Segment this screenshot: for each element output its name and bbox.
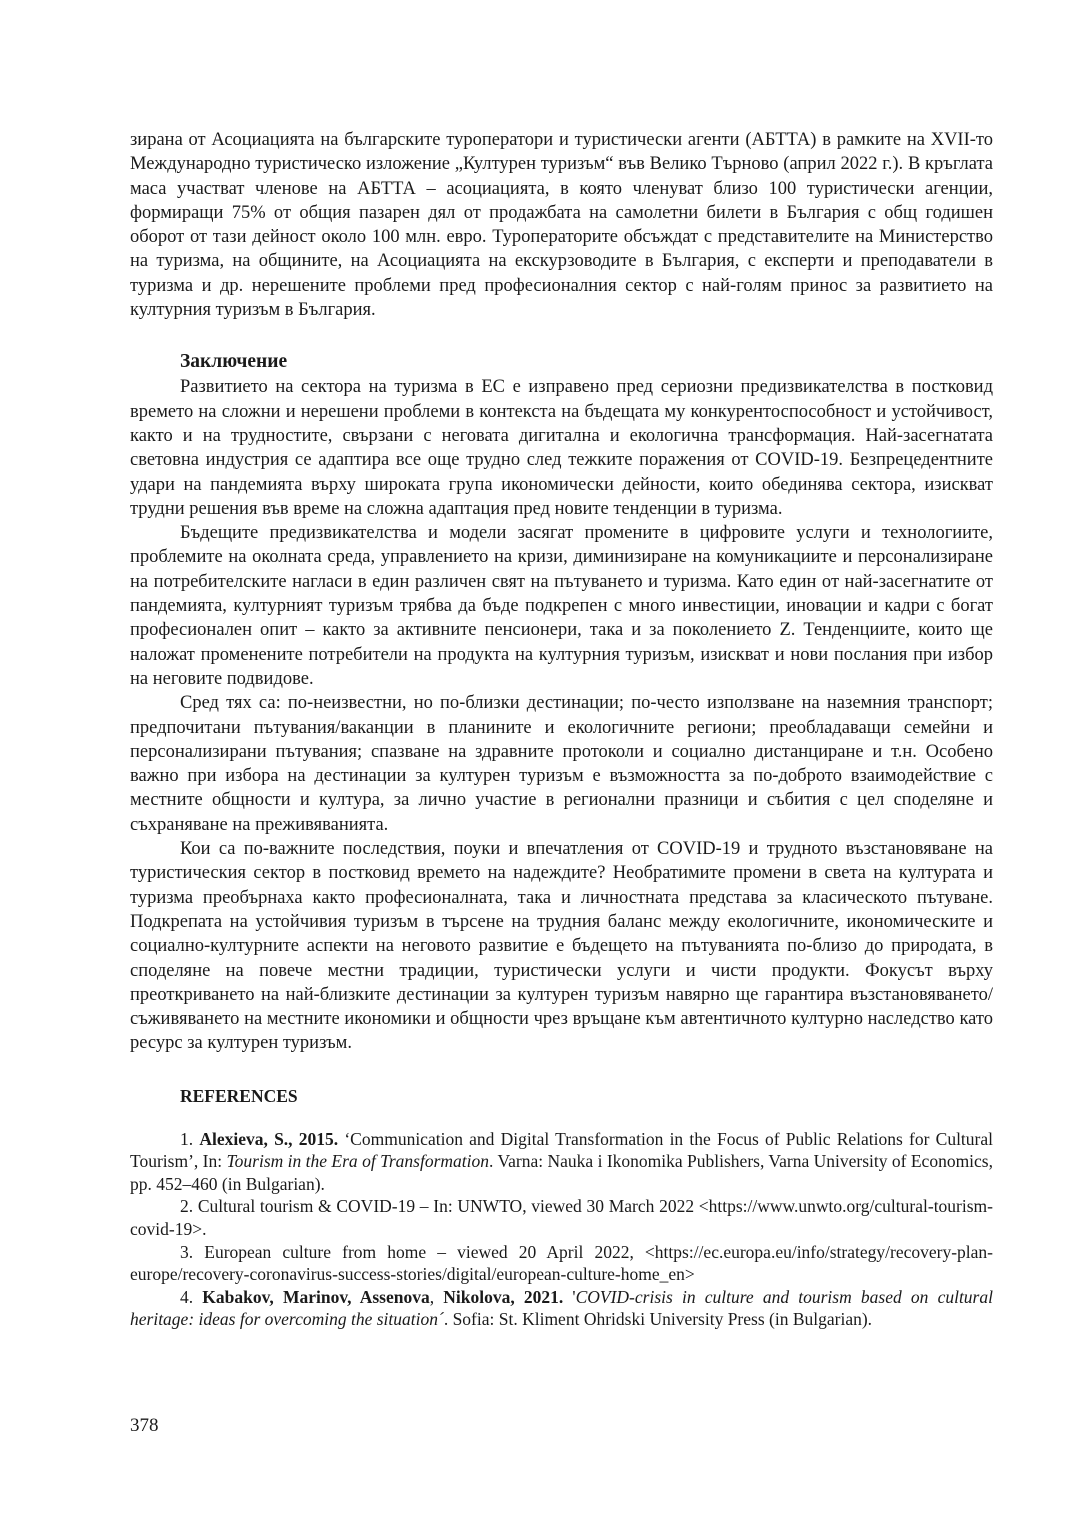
reference-number: 4.	[180, 1286, 194, 1307]
reference-item-2	[130, 1195, 993, 1240]
reference-text: '	[563, 1286, 576, 1307]
references-heading: REFERENCES	[180, 1085, 298, 1106]
conclusion-paragraph-1: Развитието на сектора на туризма в ЕС е изправено пред сериозни предизвикателства в постковид времето на сложни и нерешени проблеми в контекста на бъдещата му конкурентоспособност и устойчивост, както и на трудностите, свързани с неговата дигитална и екологична трансформация. Най-засегнатата световна индустрия се адаптира все още трудно след тежките поражения от COVID-19. Безпрецедентните удари на пандемията върху широката група икономически дейности, които обединява сектора, изискват трудни решения във време на сложна адаптация пред новите тенденции в туризма.	[130, 377, 993, 519]
reference-text: Cultural tourism & COVID-19 – In: UNWTO, viewed 30 March 2022 <https://www.unwto.org/cultural-tourism-covid-19>.	[130, 1196, 993, 1240]
reference-number: 2.	[180, 1196, 194, 1217]
conclusion-paragraph-4: Кои са по-важните последствия, поуки и впечатления от COVID-19 и трудното възстановяване на туристическия сектор в постковид времето на надеждите? Необратимите промени в света на културата и туризма преобърнаха както професионалната, така и личностната представа за класическото пътуване. Подкрепата на устойчивия туризъм в търсене на трудния баланс между екологичните, икономическите и социално-културните аспекти на неговото развитие е бъдещето на пътуванията по-близо до природата, в споделяне на повече местни традиции, туристически услуги и чисти продукти. Фокусът върху преоткриването на най-близките дестинации за културен туризъм навярно ще гарантира възстановяването/съживяването на местните икономики и общности чрез връщане към автентичното културно наследство като ресурс за културен туризъм.	[130, 839, 993, 1054]
reference-authors: Alexieva, S., 2015.	[199, 1128, 339, 1149]
reference-authors: Kabakov, Marinov, Assenova	[202, 1286, 430, 1307]
reference-item-1	[130, 1128, 993, 1196]
references-list	[130, 1128, 993, 1331]
conclusion-paragraph-3: Сред тях са: по-неизвестни, но по-близки дестинации; по-често използване на наземния транспорт; предпочитани пътувания/ваканции в планините и екологичните региони; преобладаващи семейни и персонализирани пътувания; спазване на здравните протоколи и социално дистанциране и т.н. Особено важно при избора на дестинации за културен туризъм е възможността за по-доброто взаимодействие с местните общности и култура, за лично участие в регионални празници и събития с цел споделяне и съхраняване на преживяванията.	[130, 693, 993, 835]
reference-text: European culture from home – viewed 20 April 2022, <https://ec.europa.eu/info/strategy/recovery-plan-europe/recovery-coronavirus-success-stories/digital/european-culture-home_en>	[130, 1241, 994, 1285]
reference-number: 1.	[180, 1128, 194, 1149]
reference-item-4	[130, 1286, 993, 1331]
reference-item-3	[130, 1241, 993, 1286]
reference-text: . Varna: Nauka i Ikonomika Publishers, Varna University of Economics, pp. 452–460 (in Bulgarian).	[130, 1151, 993, 1194]
reference-text: ‘Communication and Digital Transformation in the Focus of Public Relations for Cultural Tourism’, In:	[130, 1128, 993, 1172]
reference-authors: Nikolova, 2021.	[443, 1286, 564, 1307]
reference-number: 3.	[180, 1241, 194, 1262]
intro-paragraph: зирана от Асоциацията на българските туроператори и туристически агенти (АБТТА) в рамките на XVII-то Международно туристическо изложение „Културен туризъм“ във Велико Търново (април 2022 г.). В кръглата маса участват членове на АБТТА – асоциацията, в която членуват близо 100 туристически агенции, формиращи 75% от общия пазарен дял от продажбата на самолетни билети в България с общ годишен оборот от тази дейност около 100 млн. евро. Туроператорите обсъждат с представителите на Министерство на туризма, на общините, на Асоциацията на екскурзоводите в България, с експерти и преподаватели в туризма и др. нерешените проблеми пред професионалния сектор с най-голям принос за развитието на културния туризъм в България.	[130, 130, 993, 321]
page-content	[130, 128, 993, 1331]
conclusion-paragraph-2: Бъдещите предизвикателства и модели засягат промените в цифровите услуги и технологиите, проблемите на околната среда, управлението на кризи, диминизиране на комуникациите и персонализиране на потребителските нагласи в един различен свят на пътуването и туризма. Като един от най-засегнатите от пандемията, културният туризъм трябва да бъде подкрепен с много инвестиции, иновации и кадри с богат професионален опит – както за активните пенсионери, така и за поколението Z. Тенденциите, които ще наложат променените потребители на продукта на културния туризъм, изискват и нови послания при избор на неговите подвидове.	[130, 523, 993, 689]
reference-authors-separator: ,	[429, 1286, 444, 1307]
conclusion-heading: Заключение	[180, 351, 288, 373]
reference-title: COVID-crisis in culture and tourism based on cultural heritage: ideas for overcoming the situation´	[130, 1286, 993, 1330]
reference-text: . Sofia: St. Kliment Ohridski University Press (in Bulgarian).	[443, 1309, 873, 1330]
page-number: 378	[130, 1415, 159, 1436]
reference-title: Tourism in the Era of Transformation	[226, 1151, 489, 1172]
